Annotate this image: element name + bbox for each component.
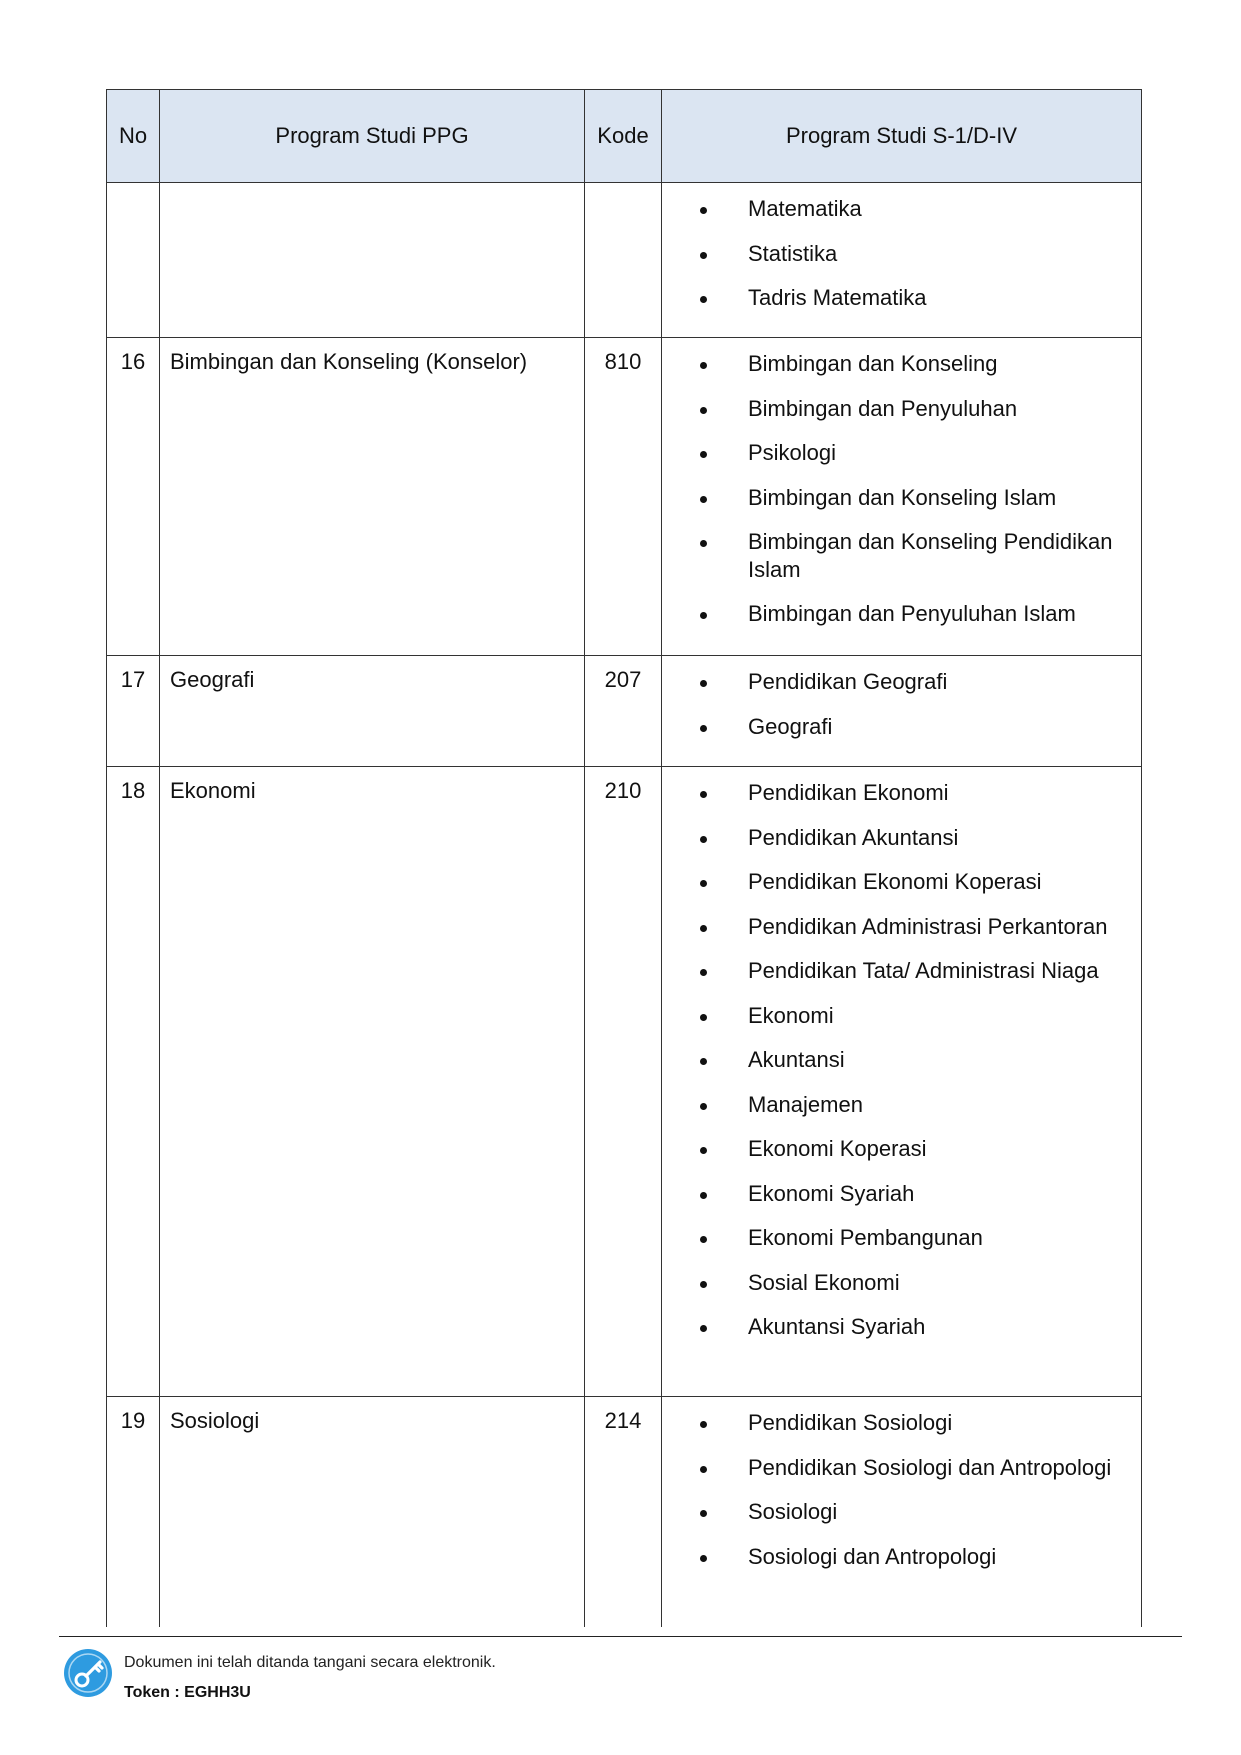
table-row <box>107 1397 1142 1627</box>
cell-kode: 210 <box>585 767 662 1397</box>
list-item <box>700 1180 1131 1208</box>
list-item <box>700 350 1131 378</box>
list-item-label: Pendidikan Ekonomi <box>748 780 949 805</box>
program-studi-table <box>106 89 1142 1627</box>
list-item <box>700 1224 1131 1252</box>
list-item <box>700 439 1131 467</box>
bullet-icon <box>700 496 707 503</box>
bullet-icon <box>700 1103 707 1110</box>
list-item <box>700 484 1131 512</box>
list-item <box>700 1002 1131 1030</box>
cell-no: 19 <box>107 1397 160 1627</box>
list-item-label: Ekonomi Syariah <box>748 1180 915 1206</box>
list-item <box>700 1135 1131 1163</box>
list-item-label: Bimbingan dan Konseling Pendidikan Islam <box>748 529 1113 582</box>
list-item-label: Bimbingan dan Konseling <box>748 351 998 376</box>
bullet-icon <box>700 791 707 798</box>
list-item-label: Sosiologi dan Antropologi <box>748 1543 997 1569</box>
table-row <box>107 767 1142 1397</box>
list-item <box>700 713 1131 741</box>
cell-program-ppg: Sosiologi <box>160 1397 585 1627</box>
list-item <box>700 284 1131 312</box>
footer-signature-note: Dokumen ini telah ditanda tangani secara elektronik. <box>124 1654 496 1671</box>
bullet-icon <box>700 1466 707 1473</box>
cell-program-ppg <box>160 183 585 338</box>
bullet-icon <box>700 969 707 976</box>
bullet-icon <box>700 1325 707 1332</box>
cell-program-ppg: Ekonomi <box>160 767 585 1397</box>
list-item <box>700 600 1131 628</box>
cell-no: 16 <box>107 338 160 656</box>
bullet-icon <box>700 1192 707 1199</box>
table-row <box>107 338 1142 656</box>
list-item-label: Pendidikan Sosiologi <box>748 1410 953 1435</box>
cell-no <box>107 183 160 338</box>
list-item <box>700 395 1131 423</box>
list-item-label: Matematika <box>748 196 862 221</box>
footer-divider <box>59 1636 1182 1637</box>
list-item <box>700 779 1131 807</box>
footer-token: Token : EGHH3U <box>124 1684 251 1701</box>
e-signature-seal-icon <box>62 1647 114 1699</box>
list-item-label: Pendidikan Akuntansi <box>748 824 959 850</box>
bullet-icon <box>700 252 707 259</box>
list-item-label: Sosiologi <box>748 1499 838 1524</box>
s1-program-list <box>700 350 1131 628</box>
list-item <box>700 668 1131 696</box>
header-program-s1: Program Studi S-1/D-IV <box>662 90 1142 183</box>
cell-program-s1 <box>662 1397 1142 1627</box>
bullet-icon <box>700 540 707 547</box>
bullet-icon <box>700 612 707 619</box>
list-item-label: Ekonomi Koperasi <box>748 1136 927 1161</box>
list-item-label: Ekonomi Pembangunan <box>748 1225 983 1250</box>
list-item-label: Pendidikan Geografi <box>748 669 948 694</box>
cell-program-ppg: Geografi <box>160 656 585 767</box>
list-item-label: Akuntansi Syariah <box>748 1314 926 1339</box>
bullet-icon <box>700 1555 707 1562</box>
table-header-row <box>107 90 1142 183</box>
cell-program-ppg: Bimbingan dan Konseling (Konselor) <box>160 338 585 656</box>
bullet-icon <box>700 1014 707 1021</box>
cell-kode <box>585 183 662 338</box>
header-no: No <box>107 90 160 183</box>
header-kode: Kode <box>585 90 662 183</box>
bullet-icon <box>700 1421 707 1428</box>
s1-program-list <box>700 1409 1131 1570</box>
cell-kode: 207 <box>585 656 662 767</box>
bullet-icon <box>700 1281 707 1288</box>
list-item <box>700 1313 1131 1341</box>
list-item-label: Tadris Matematika <box>748 285 927 310</box>
header-program-ppg: Program Studi PPG <box>160 90 585 183</box>
list-item-label: Pendidikan Sosiologi dan Antropologi <box>748 1454 1112 1480</box>
cell-program-s1 <box>662 338 1142 656</box>
list-item <box>700 1269 1131 1297</box>
bullet-icon <box>700 725 707 732</box>
bullet-icon <box>700 407 707 414</box>
list-item <box>700 913 1131 941</box>
table-row <box>107 656 1142 767</box>
list-item-label: Bimbingan dan Konseling Islam <box>748 484 1057 510</box>
list-item <box>700 1454 1131 1482</box>
cell-kode: 810 <box>585 338 662 656</box>
list-item-label: Bimbingan dan Penyuluhan Islam <box>748 601 1076 626</box>
bullet-icon <box>700 1147 707 1154</box>
list-item <box>700 1409 1131 1437</box>
bullet-icon <box>700 362 707 369</box>
bullet-icon <box>700 296 707 303</box>
cell-kode: 214 <box>585 1397 662 1627</box>
cell-no: 18 <box>107 767 160 1397</box>
cell-program-s1 <box>662 656 1142 767</box>
list-item <box>700 1046 1131 1074</box>
list-item <box>700 1498 1131 1526</box>
bullet-icon <box>700 880 707 887</box>
table-row <box>107 183 1142 338</box>
s1-program-list <box>700 779 1131 1341</box>
list-item <box>700 195 1131 223</box>
list-item-label: Akuntansi <box>748 1047 845 1072</box>
list-item-label: Bimbingan dan Penyuluhan <box>748 395 1018 421</box>
list-item <box>700 868 1131 896</box>
s1-program-list <box>700 668 1131 740</box>
list-item-label: Sosial Ekonomi <box>748 1269 900 1295</box>
cell-program-s1 <box>662 183 1142 338</box>
list-item-label: Psikologi <box>748 440 837 465</box>
s1-program-list <box>700 195 1131 312</box>
list-item-label: Pendidikan Administrasi Perkantoran <box>748 913 1108 939</box>
bullet-icon <box>700 925 707 932</box>
bullet-icon <box>700 836 707 843</box>
cell-program-s1 <box>662 767 1142 1397</box>
cell-no: 17 <box>107 656 160 767</box>
list-item-label: Manajemen <box>748 1091 863 1117</box>
list-item-label: Ekonomi <box>748 1002 834 1028</box>
bullet-icon <box>700 1058 707 1065</box>
list-item <box>700 824 1131 852</box>
list-item-label: Statistika <box>748 240 838 266</box>
list-item <box>700 240 1131 268</box>
list-item-label: Pendidikan Ekonomi Koperasi <box>748 869 1042 894</box>
bullet-icon <box>700 1510 707 1517</box>
table-body <box>107 183 1142 1627</box>
bullet-icon <box>700 680 707 687</box>
list-item <box>700 1091 1131 1119</box>
bullet-icon <box>700 1236 707 1243</box>
list-item <box>700 957 1131 985</box>
list-item-label: Geografi <box>748 713 833 739</box>
bullet-icon <box>700 207 707 214</box>
list-item-label: Pendidikan Tata/ Administrasi Niaga <box>748 958 1099 983</box>
bullet-icon <box>700 451 707 458</box>
list-item <box>700 1543 1131 1571</box>
list-item <box>700 528 1131 583</box>
